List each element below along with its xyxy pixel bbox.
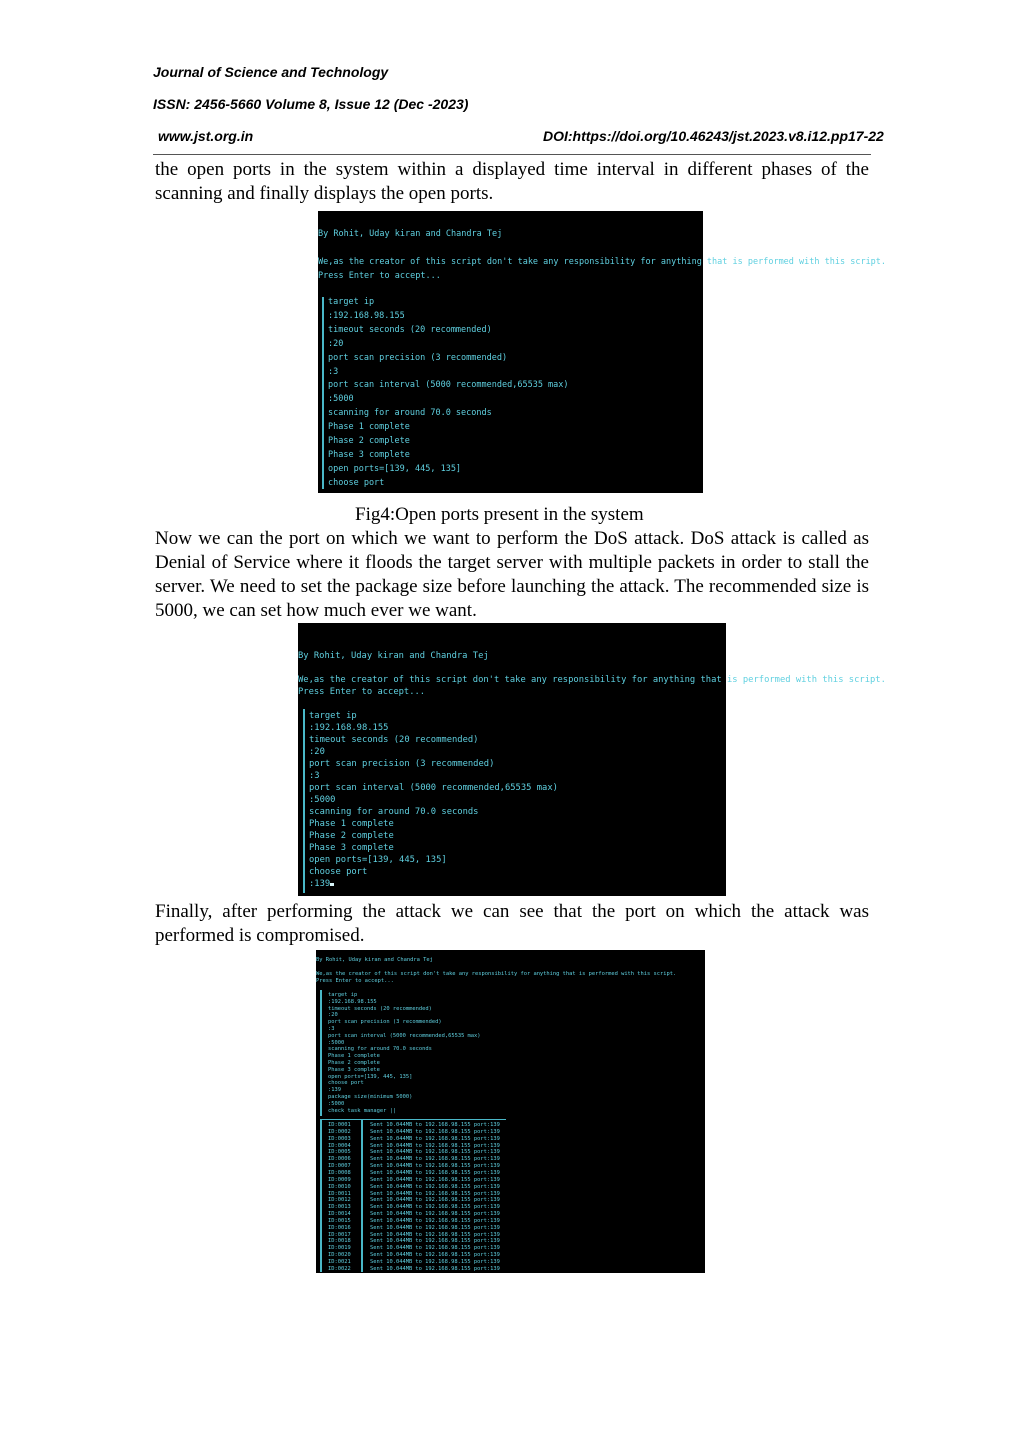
terminal-packet-sent: Sent 10.044MB to 192.168.98.155 port:139: [370, 1135, 500, 1142]
terminal-session-line: :192.168.98.155: [309, 723, 389, 733]
terminal-packet-id: ID:0017: [328, 1231, 351, 1238]
terminal-packet-sent: Sent 10.044MB to 192.168.98.155 port:139: [370, 1190, 500, 1197]
terminal-session-line: :3: [328, 1026, 335, 1032]
journal-title: Journal of Science and Technology: [153, 64, 389, 80]
terminal-session-line: open ports=[139, 445, 135]: [328, 463, 462, 474]
terminal-packet-id: ID:0022: [328, 1265, 351, 1272]
terminal-packet-id: ID:0013: [328, 1204, 351, 1211]
terminal-packet-id: ID:0010: [328, 1183, 351, 1190]
terminal-table-bar-mid: [361, 1120, 363, 1272]
website-link[interactable]: www.jst.org.in: [158, 128, 254, 144]
terminal-packet-id: ID:0018: [328, 1238, 351, 1245]
terminal-session-line: port scan precision (3 recommended): [309, 759, 495, 769]
terminal-press-enter-line: Press Enter to accept...: [318, 271, 441, 281]
terminal-packet-sent: Sent 10.044MB to 192.168.98.155 port:139: [370, 1122, 500, 1128]
terminal-session-line: Phase 3 complete: [328, 449, 410, 460]
terminal-session-line: timeout seconds (20 recommended): [328, 324, 492, 335]
terminal-session-line: scanning for around 70.0 seconds: [328, 1046, 432, 1053]
terminal-disclaimer-line: We,as the creator of this script don't take any responsibility for anything that is performed with this script.: [298, 675, 886, 685]
terminal-packet-id: ID:0012: [328, 1197, 351, 1204]
terminal-packet-sent: Sent 10.044MB to 192.168.98.155 port:139: [370, 1176, 500, 1183]
terminal-session-line: choose port: [309, 867, 368, 877]
terminal-packet-id: ID:0011: [328, 1190, 351, 1197]
terminal-session-line: scanning for around 70.0 seconds: [309, 807, 479, 817]
terminal-packet-sent: Sent 10.044MB to 192.168.98.155 port:139: [370, 1156, 500, 1163]
terminal-press-enter-line: Press Enter to accept...: [316, 978, 394, 984]
terminal-packet-id: ID:0015: [328, 1217, 351, 1224]
terminal-session-line: scanning for around 70.0 seconds: [328, 408, 492, 419]
terminal-input-bar: [303, 709, 305, 893]
terminal-packet-sent: Sent 10.044MB to 192.168.98.155 port:139: [370, 1149, 500, 1156]
port-input-value: :139: [309, 879, 331, 889]
terminal-session-line: open ports=[139, 445, 135]: [328, 1073, 413, 1080]
paragraph-open-ports: the open ports in the system within a displayed time interval in different phases of the scanning and finally displays the open ports.: [155, 159, 869, 204]
terminal-disclaimer-line: We,as the creator of this script don't take any responsibility for anything that is performed with this script.: [318, 257, 887, 267]
terminal-extra-line: :139: [328, 1087, 341, 1094]
header-divider: [153, 154, 871, 155]
terminal-packet-id: ID:0005: [328, 1149, 351, 1156]
terminal-packet-sent: Sent 10.044MB to 192.168.98.155 port:139: [370, 1224, 500, 1231]
terminal-packet-id: ID:0004: [328, 1142, 351, 1149]
terminal-packet-sent: Sent 10.044MB to 192.168.98.155 port:139: [370, 1217, 500, 1224]
terminal-session-line: open ports=[139, 445, 135]: [309, 855, 447, 865]
terminal-session-line: Phase 3 complete: [328, 1066, 380, 1073]
terminal-packet-sent: Sent 10.044MB to 192.168.98.155 port:139: [370, 1142, 500, 1149]
terminal-session-line: :192.168.98.155: [328, 310, 405, 321]
terminal-session-line: target ip: [328, 297, 375, 307]
terminal-packet-id: ID:0008: [328, 1169, 351, 1176]
terminal-screenshot-choose-port: [298, 623, 886, 896]
terminal-session-line: :5000: [328, 394, 354, 405]
issn-line: ISSN: 2456-5660 Volume 8, Issue 12 (Dec -2023): [153, 96, 469, 112]
terminal-extra-line: check task manager ||: [328, 1107, 397, 1114]
terminal-packet-sent: Sent 10.044MB to 192.168.98.155 port:139: [370, 1169, 500, 1176]
terminal-packet-id: ID:0007: [328, 1163, 351, 1170]
terminal-screenshot-open-ports: [318, 211, 887, 493]
terminal-session-line: :20: [309, 747, 325, 757]
terminal-screenshot-attack-output: [316, 950, 705, 1273]
terminal-session-line: :5000: [309, 795, 336, 805]
terminal-packet-sent: Sent 10.044MB to 192.168.98.155 port:139: [370, 1128, 500, 1135]
terminal-session-line: port scan interval (5000 recommended,65535 max): [328, 1032, 481, 1039]
terminal-packet-sent: Sent 10.044MB to 192.168.98.155 port:139: [370, 1259, 500, 1265]
terminal-session-line: Phase 1 complete: [328, 1053, 380, 1060]
terminal-packet-id: ID:0014: [328, 1211, 351, 1218]
terminal-table-divider: [320, 1119, 506, 1120]
terminal-author-line: By Rohit, Uday kiran and Chandra Tej: [316, 957, 433, 963]
terminal-packet-sent: Sent 10.044MB to 192.168.98.155 port:139: [370, 1245, 500, 1252]
terminal-session-line: :192.168.98.155: [328, 998, 377, 1005]
terminal-session-line: Phase 3 complete: [309, 843, 394, 853]
terminal-session-line: Phase 2 complete: [309, 831, 394, 841]
terminal-session-line: timeout seconds (20 recommended): [309, 735, 479, 745]
terminal-session-line: :5000: [328, 1039, 345, 1046]
terminal-press-enter-line: Press Enter to accept...: [298, 687, 426, 697]
terminal-packet-sent: Sent 10.044MB to 192.168.98.155 port:139: [370, 1211, 500, 1218]
terminal-disclaimer-line: We,as the creator of this script don't take any responsibility for anything that is performed with this script.: [316, 971, 677, 977]
terminal-session-line: target ip: [328, 992, 358, 998]
terminal-input-bar: [322, 297, 324, 489]
terminal-packet-sent: Sent 10.044MB to 192.168.98.155 port:139: [370, 1231, 500, 1238]
terminal-session-line: port scan precision (3 recommended): [328, 352, 508, 363]
terminal-table-bar-left: [320, 1120, 322, 1272]
terminal-packet-sent: Sent 10.044MB to 192.168.98.155 port:139: [370, 1238, 500, 1245]
terminal-packet-sent: Sent 10.044MB to 192.168.98.155 port:139: [370, 1163, 500, 1170]
terminal-session-line: choose port: [328, 1080, 364, 1087]
terminal-extra-line: package size(minimum 5000): [328, 1094, 413, 1100]
terminal-packet-id: ID:0006: [328, 1156, 351, 1163]
doi-link[interactable]: DOI:https://doi.org/10.46243/jst.2023.v8.i12.pp17-22: [543, 128, 884, 144]
paragraph-compromised: Finally, after performing the attack we can see that the port on which the attack was performed is compromised.: [155, 901, 869, 946]
terminal-author-line: By Rohit, Uday kiran and Chandra Tej: [318, 229, 503, 239]
figure-4-caption: Fig4:Open ports present in the system: [355, 504, 644, 525]
terminal-session-line: Phase 2 complete: [328, 436, 410, 446]
terminal-author-line: By Rohit, Uday kiran and Chandra Tej: [298, 651, 489, 661]
terminal-session-line: port scan interval (5000 recommended,65535 max): [309, 783, 558, 793]
terminal-session-line: :3: [309, 771, 320, 781]
terminal-packet-sent: Sent 10.044MB to 192.168.98.155 port:139: [370, 1265, 500, 1272]
terminal-packet-sent: Sent 10.044MB to 192.168.98.155 port:139: [370, 1197, 500, 1204]
terminal-session-line: :3: [328, 366, 339, 377]
terminal-session-line: Phase 1 complete: [328, 422, 410, 433]
terminal-session-line: target ip: [309, 711, 357, 721]
terminal-packet-id: ID:0003: [328, 1135, 351, 1142]
terminal-packet-id: ID:0009: [328, 1176, 351, 1183]
terminal-packet-id: ID:0016: [328, 1224, 351, 1231]
terminal-packet-sent: Sent 10.044MB to 192.168.98.155 port:139: [370, 1183, 500, 1190]
terminal-packet-id: ID:0021: [328, 1259, 351, 1265]
terminal-session-line: timeout seconds (20 recommended): [328, 1005, 432, 1012]
terminal-extra-line: :5000: [328, 1100, 345, 1107]
terminal-session-line: :20: [328, 1012, 338, 1019]
terminal-packet-id: ID:0001: [328, 1122, 351, 1128]
terminal-input-bar: [320, 990, 322, 1116]
terminal-session-line: port scan precision (3 recommended): [328, 1019, 442, 1026]
terminal-session-line: :20: [328, 338, 344, 349]
terminal-session-line: Phase 2 complete: [328, 1060, 380, 1066]
terminal-session-line: choose port: [328, 477, 385, 488]
terminal-packet-id: ID:0019: [328, 1245, 351, 1252]
terminal-cursor: [330, 883, 334, 886]
terminal-session-line: port scan interval (5000 recommended,65535 max): [328, 380, 569, 391]
terminal-packet-sent: Sent 10.044MB to 192.168.98.155 port:139: [370, 1252, 500, 1259]
paragraph-dos-attack: Now we can the port on which we want to perform the DoS attack. DoS attack is called as Denial of Service where it floods the target server with multiple packets in order to stall the server. We need to set the package size before launching the attack. The recommended size is 5000, we can set how much ever we want.: [155, 528, 869, 621]
terminal-packet-id: ID:0020: [328, 1252, 351, 1259]
terminal-session-line: Phase 1 complete: [309, 819, 394, 829]
terminal-port-input: [309, 879, 334, 889]
terminal-packet-id: ID:0002: [328, 1128, 351, 1135]
terminal-packet-sent: Sent 10.044MB to 192.168.98.155 port:139: [370, 1204, 500, 1211]
